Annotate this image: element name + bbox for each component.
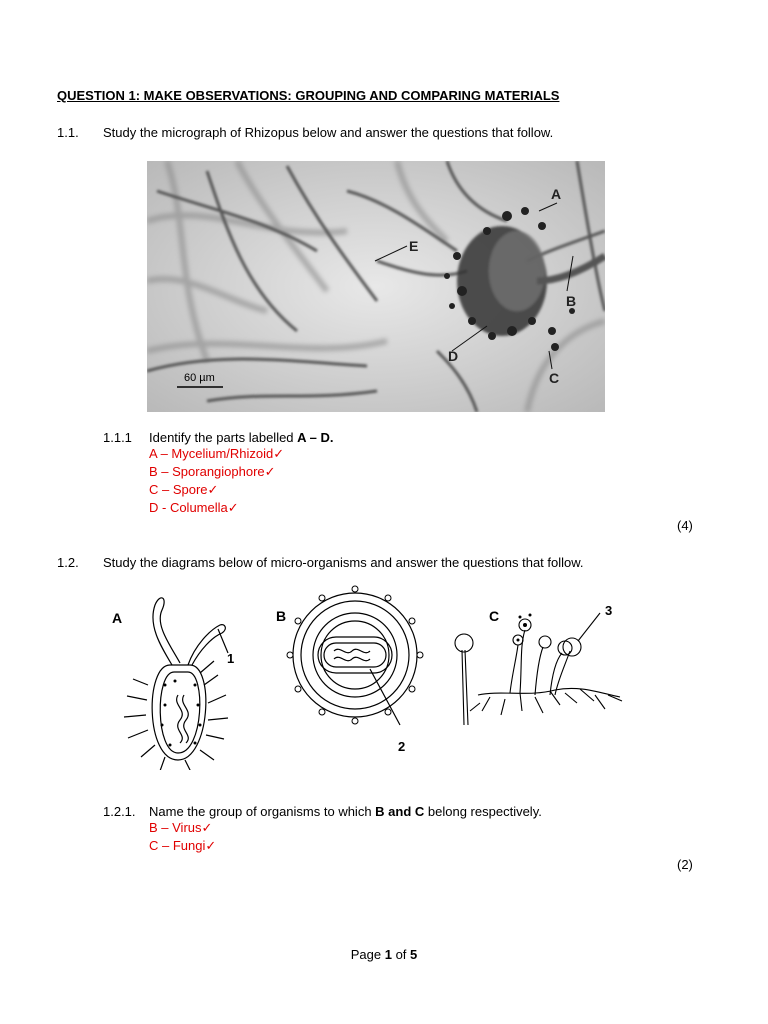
micrograph-label-b: B — [566, 293, 577, 309]
micrograph-label-c: C — [549, 370, 560, 386]
footer-page-number: 1 — [384, 947, 392, 962]
question-1-2-1-text-post: belong respectively. — [424, 804, 542, 819]
micrograph-scale-label: 60 µm — [184, 372, 215, 384]
footer-page-word: Page — [350, 947, 385, 962]
question-1-2-1-prompt — [149, 804, 542, 819]
question-1-2-1-text-pre: Name the group of organisms to which — [149, 804, 376, 819]
diagram-b-virus — [293, 593, 417, 725]
marks-1-2-1: (2) — [677, 857, 693, 872]
answer-1-1-1-d: D - Columella✓ — [149, 500, 239, 515]
diagram-label-c: C — [489, 608, 500, 624]
question-1-2-1-number: 1.2.1. — [103, 804, 136, 819]
answer-1-1-1-b: B – Sporangiophore✓ — [149, 464, 276, 479]
page-footer — [0, 947, 768, 962]
answer-1-2-1-c: C – Fungi✓ — [149, 838, 217, 853]
answer-1-2-1-b: B – Virus✓ — [149, 820, 213, 835]
micrograph-label-e: E — [409, 238, 419, 254]
diagram-number-1: 1 — [227, 651, 235, 666]
micrograph-label-a: A — [551, 186, 562, 202]
question-1-1-number: 1.1. — [57, 125, 79, 140]
answer-1-1-1-a: A – Mycelium/Rhizoid✓ — [149, 446, 285, 461]
footer-of-word: of — [391, 947, 411, 962]
question-1-2-text: Study the diagrams below of micro-organisms and answer the questions that follow. — [103, 555, 584, 570]
answer-1-1-1-c: C – Spore✓ — [149, 482, 219, 497]
question-1-1-1-number: 1.1.1 — [103, 430, 132, 445]
question-1-2-number: 1.2. — [57, 555, 79, 570]
marks-1-1-1: (4) — [677, 518, 693, 533]
question-1-1-1-bold: A – D. — [297, 430, 334, 445]
rhizopus-micrograph — [147, 161, 605, 412]
diagram-number-2: 2 — [398, 739, 406, 754]
question-1-1-1-prompt — [149, 430, 334, 445]
micrograph-label-d: D — [448, 348, 459, 364]
diagram-label-a: A — [112, 610, 123, 626]
question-heading: QUESTION 1: MAKE OBSERVATIONS: GROUPING AND COMPARING MATERIALS — [57, 88, 560, 103]
micro-organism-diagrams — [100, 585, 630, 770]
question-1-1-text: Study the micrograph of Rhizopus below and answer the questions that follow. — [103, 125, 554, 140]
diagram-a-bacterium — [124, 598, 228, 770]
question-1-1-1-text: Identify the parts labelled — [149, 430, 298, 445]
footer-page-total: 5 — [410, 947, 418, 962]
question-1-2-1-bold: B and C — [375, 804, 425, 819]
diagram-c-fungus — [455, 613, 622, 725]
diagram-label-b: B — [276, 608, 287, 624]
diagram-number-3: 3 — [605, 603, 613, 618]
